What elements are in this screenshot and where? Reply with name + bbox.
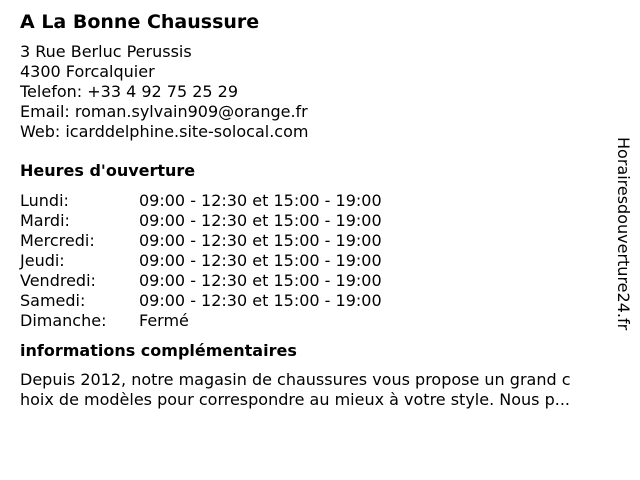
hours-heading: Heures d'ouverture — [20, 161, 196, 180]
hours-row-friday — [20, 271, 610, 291]
day-label: Mardi: — [20, 211, 70, 230]
hours-row-sunday — [20, 311, 610, 331]
city-address: 4300 Forcalquier — [20, 62, 155, 81]
hours-row-tuesday — [20, 211, 610, 231]
time-value: 09:00 - 12:30 et 15:00 - 19:00 — [139, 191, 382, 210]
website: Web: icarddelphine.site-solocal.com — [20, 122, 309, 141]
description — [20, 370, 620, 410]
phone-number: Telefon: +33 4 92 75 25 29 — [20, 82, 239, 101]
day-label: Mercredi: — [20, 231, 95, 250]
hours-row-wednesday — [20, 231, 610, 251]
time-value: 09:00 - 12:30 et 15:00 - 19:00 — [139, 291, 382, 310]
contact-block — [20, 42, 610, 142]
business-card — [20, 10, 610, 410]
hours-row-monday — [20, 191, 610, 211]
description-line: hoix de modèles pour correspondre au mieux à votre style. Nous p... — [20, 390, 570, 409]
description-line: Depuis 2012, notre magasin de chaussures vous propose un grand c — [20, 370, 571, 389]
time-value: 09:00 - 12:30 et 15:00 - 19:00 — [139, 231, 382, 250]
hours-row-thursday — [20, 251, 610, 271]
day-label: Lundi: — [20, 191, 69, 210]
time-value: 09:00 - 12:30 et 15:00 - 19:00 — [139, 211, 382, 230]
time-value: Fermé — [139, 311, 189, 330]
watermark-text: Horairesdouverture24.fr — [614, 137, 633, 331]
day-label: Vendredi: — [20, 271, 96, 290]
hours-table — [20, 191, 610, 331]
street-address: 3 Rue Berluc Perussis — [20, 42, 192, 61]
day-label: Samedi: — [20, 291, 86, 310]
business-name: A La Bonne Chaussure — [20, 11, 260, 33]
email-address: Email: roman.sylvain909@orange.fr — [20, 102, 308, 121]
day-label: Dimanche: — [20, 311, 107, 330]
day-label: Jeudi: — [20, 251, 65, 270]
time-value: 09:00 - 12:30 et 15:00 - 19:00 — [139, 251, 382, 270]
info-heading: informations complémentaires — [20, 341, 297, 360]
time-value: 09:00 - 12:30 et 15:00 - 19:00 — [139, 271, 382, 290]
hours-row-saturday — [20, 291, 610, 311]
